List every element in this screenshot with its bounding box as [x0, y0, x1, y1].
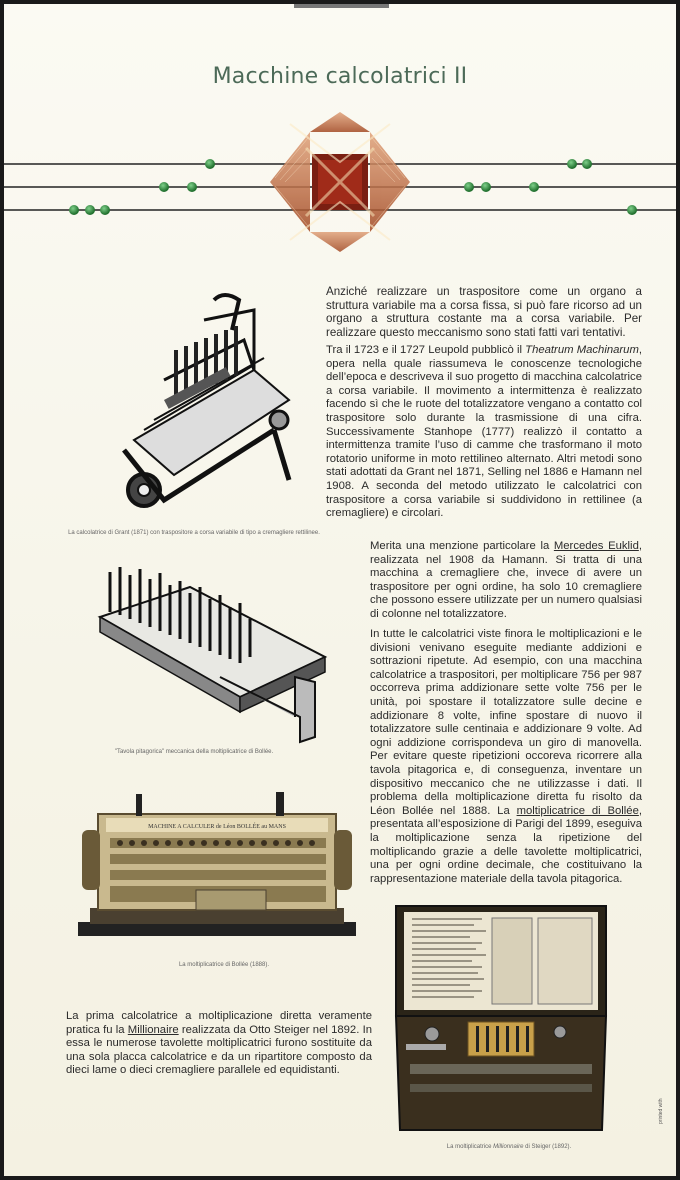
- millionaire-text-start: La prima calcolatrice a moltiplicazione diretta veramente pratica fu la: [66, 1010, 372, 1036]
- bollee-multiplier-image: [76, 790, 358, 940]
- multiplication-paragraph: [370, 628, 642, 886]
- intro-paragraph: Anziché realizzare un traspositore come un organo a struttura variabile ma a corsa fissa, si può fare ricorso ad un organo a struttura costante ma a corsa variabile. Per realizzare questo meccanismo sono stati fatti vari tentativi.: [326, 285, 642, 339]
- multiplication-text-start: In tutte le calcolatrici viste finora le moltiplicazioni e le divisioni venivano eseguite mediante addizioni e sottrazioni ripetute. Ad esempio, con una macchina calcolatrice a traspositori, per moltiplicare 756 per 987 occorreva prima addizionare sette volte 756 per le unità, poi spostare il totalizzatore sulle decine e addizionare 8 volte, infine spostare di nuovo il totalizzatore sulle centinaia e addizionare 9 volte. Ad ogni addizione corrispondeva un giro di manovella. Per evitare queste ripetizioni occoreva ricorrere alla tavola pitagorica e, di conseguenza, inventare un dispositivo meccanico che ne utilizzasse i dati. Il problema della moltiplicazione diretta fu risolto da Léon Bollée nel 1888. La: [370, 628, 642, 817]
- multiplication-text-end: , presentata all’esposizione di Parigi del 1899, eseguiva la moltiplicazione senza la ripetizione del moltiplicando grazie a delle tavolette moltiplicatrici, una per ogni ordine decimale, che costituivano la rappresentazione materiale della tavola pitagorica.: [370, 804, 642, 885]
- grant-calculator-image: [104, 290, 304, 520]
- page-title: Macchine calcolatrici II: [212, 64, 468, 89]
- bollee-multiplier-link[interactable]: moltiplicatrice di Bollée: [516, 804, 639, 817]
- printed-with-mark: printed with: [658, 1098, 664, 1124]
- millionaire-caption-italic: Millionnaire: [493, 1144, 524, 1150]
- leupold-text-start: Tra il 1723 e il 1727 Leupold pubblicò il: [326, 344, 526, 356]
- abacus-decoration: [4, 104, 676, 254]
- mercedes-euklid-link[interactable]: Mercedes Euklid: [553, 540, 639, 552]
- bollee-caption: La moltiplicatrice di Bollée (1888).: [178, 962, 270, 968]
- millionaire-paragraph: [66, 1010, 372, 1078]
- millionaire-text-end: realizzata da Otto Steiger nel 1892. In essa le numerose tavolette moltiplicatrici furono sostituite da una sola placca calcolatrice e da un ripartitore composto da dieci lame o dieci cremagliere parallele ed equidistanti.: [66, 1023, 372, 1077]
- poster: [4, 4, 676, 1176]
- millionaire-caption-start: La moltiplicatrice: [446, 1144, 494, 1150]
- millionaire-link[interactable]: Millionaire: [127, 1023, 179, 1036]
- bollee-plate-text: MACHINE A CALCULER de Léon BOLLÉE au MANS: [148, 824, 286, 830]
- millionaire-caption: [414, 1144, 604, 1150]
- euklid-paragraph: [370, 540, 642, 622]
- euklid-text-end: , realizzata nel 1908 da Hamann. Si tratta di una macchina a cremagliere che, invece di avere un traspositore per ogni ordine, ha solo 10 cremagliere che possono essere utilizzate per un numero qualsiasi di colonne nel totalizzatore.: [370, 540, 642, 620]
- millionaire-caption-end: di Steiger (1892).: [523, 1144, 572, 1150]
- theatrum-machinarum-title: Theatrum Machinarum: [525, 344, 639, 356]
- euklid-text-start: Merita una menzione particolare la: [370, 540, 554, 552]
- millionaire-image: [392, 904, 610, 1134]
- top-bar: [294, 4, 389, 8]
- grant-caption: La calcolatrice di Grant (1871) con traspositore a corsa variabile di tipo a cremagliere rettilinee.: [68, 530, 320, 536]
- leupold-text-end: , opera nella quale riassumeva le conoscenze tecnologiche dell’epoca e descriveva il suo progetto di macchina calcolatrice a corsa variabile. Il movimento a intermittenza è realizzato facendo sì che le ruote del totalizzatore vengano a contatto col traspositore solo durante la trasmissione di una cifra. Successivamente Stanhope (1777) realizzò il contatto a intermittenza tramite l’uso di camme che trasformano il moto rotatorio uniforme in moto rettilineo alternato. Altri metodi sono stati adottati da Grant nel 1871, Selling nel 1886 e Hamann nel 1908. A seconda del metodo utilizzato le calcolatrici con traspositore a corsa variabile si suddividono in rettilinee (a cremagliere) e circolari.: [326, 344, 643, 520]
- leupold-paragraph: [326, 344, 642, 521]
- tavola-caption: "Tavola pitagorica" meccanica della moltiplicatrice di Bollée.: [114, 749, 274, 755]
- tavola-pitagorica-image: [90, 557, 330, 747]
